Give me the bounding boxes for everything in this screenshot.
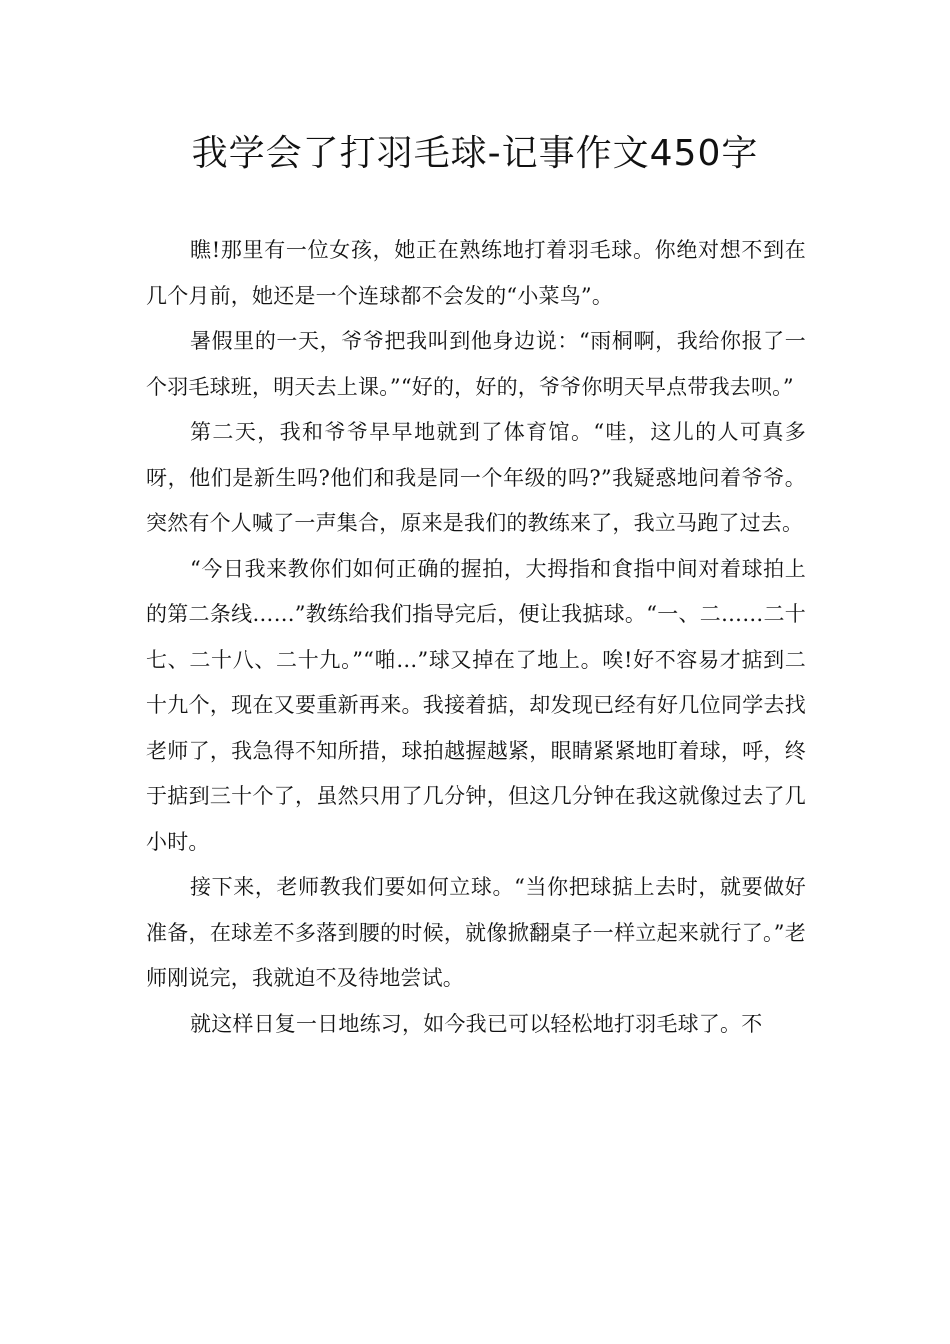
paragraph-6: 就这样日复一日地练习，如今我已可以轻松地打羽毛球了。不 <box>190 1011 763 1036</box>
document-body <box>146 228 806 1047</box>
paragraph-4: “今日我来教你们如何正确的握拍，大拇指和食指中间对着球拍上的第二条线……”教练给我们指导完后，便让我掂球。“一、二……二十七、二十八、二十九。”“啪…”球又掉在了地上。唉!好不容易才掂到二十九个，现在又要重新再来。我接着掂，却发现已经有好几位同学去找老师了，我急得不知所措，球拍越握越紧，眼睛紧紧地盯着球，呼，终于掂到三十个了，虽然只用了几分钟，但这几分钟在我这就像过去了几小时。 <box>146 556 806 854</box>
paragraph-3: 第二天，我和爷爷早早地就到了体育馆。“哇，这儿的人可真多呀，他们是新生吗?他们和我是同一个年级的吗?”我疑惑地问着爷爷。突然有个人喊了一声集合，原来是我们的教练来了，我立马跑了过去。 <box>146 420 806 535</box>
paragraph-5: 接下来，老师教我们要如何立球。“当你把球掂上去时，就要做好准备，在球差不多落到腰的时候，就像掀翻桌子一样立起来就行了。”老师刚说完，我就迫不及待地尝试。 <box>146 875 806 990</box>
document-title: 我学会了打羽毛球-记事作文450字 <box>191 133 759 174</box>
paragraph-1: 瞧!那里有一位女孩，她正在熟练地打着羽毛球。你绝对想不到在几个月前，她还是一个连球都不会发的“小菜鸟”。 <box>146 238 806 308</box>
paragraph-2: 暑假里的一天，爷爷把我叫到他身边说：“雨桐啊，我给你报了一个羽毛球班，明天去上课。”“好的，好的，爷爷你明天早点带我去呗。” <box>146 329 806 399</box>
